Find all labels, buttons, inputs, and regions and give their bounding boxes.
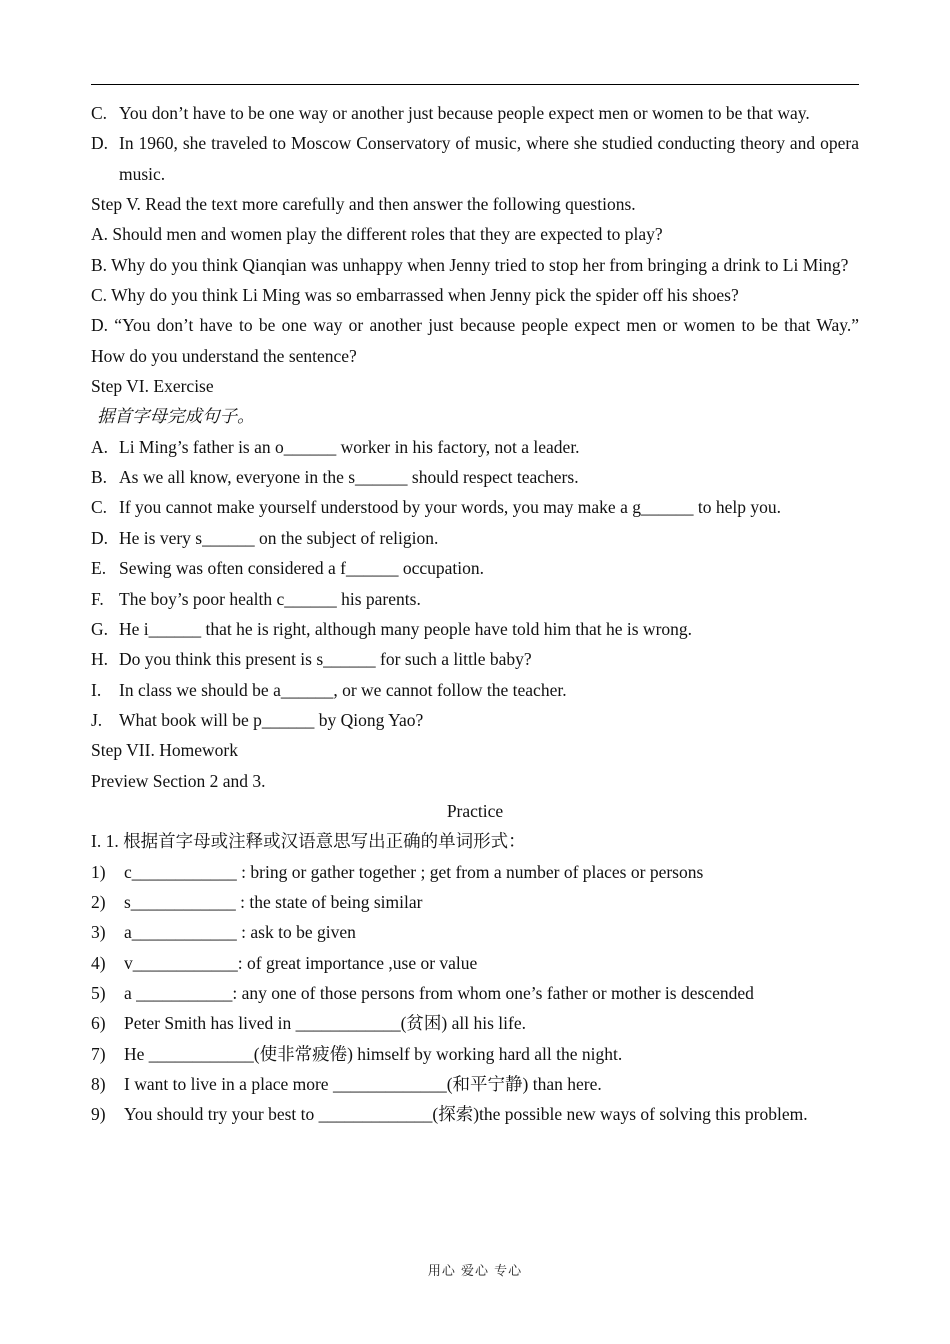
practice-item bbox=[91, 1069, 859, 1099]
step6-instruction: 据首字母完成句子。 bbox=[97, 406, 255, 427]
practice-item bbox=[91, 887, 859, 917]
item-marker: G. bbox=[91, 618, 109, 639]
exercise-item bbox=[91, 462, 859, 492]
exercise-item bbox=[91, 492, 859, 522]
page-footer: 用心 爱心 专心 bbox=[427, 1264, 523, 1279]
step6-title: Step VI. Exercise bbox=[91, 376, 214, 397]
item-text: You should try your best to _____________(探索)the possible new ways of solving this problem. bbox=[124, 1104, 808, 1125]
item-marker: 7) bbox=[91, 1043, 106, 1064]
exercise-item bbox=[91, 705, 859, 735]
step5-question-c: C. Why do you think Li Ming was so embarrassed when Jenny pick the spider off his shoes? bbox=[91, 285, 739, 306]
item-text: a____________ : ask to be given bbox=[124, 922, 356, 943]
exercise-item bbox=[91, 644, 859, 674]
item-marker: 6) bbox=[91, 1013, 106, 1034]
item-marker: E. bbox=[91, 558, 107, 579]
practice-instruction: I. 1. 根据首字母或注释或汉语意思写出正确的单词形式： bbox=[91, 831, 526, 852]
step7-title: Step VII. Homework bbox=[91, 740, 238, 761]
practice-item bbox=[91, 1039, 859, 1069]
step5-question-d: D. “You don’t have to be one way or another just because people expect men or women to be that Way.” How do you understand the sentence? bbox=[91, 315, 859, 366]
item-marker: 4) bbox=[91, 952, 106, 973]
practice-item bbox=[91, 1099, 859, 1129]
item-marker: D. bbox=[91, 527, 109, 548]
step7-text: Preview Section 2 and 3. bbox=[91, 770, 266, 791]
item-marker: B. bbox=[91, 467, 108, 488]
item-text: As we all know, everyone in the s______ should respect teachers. bbox=[119, 467, 579, 488]
option-text: You don’t have to be one way or another just because people expect men or women to be that way. bbox=[119, 103, 810, 123]
step5-title: Step V. Read the text more carefully and then answer the following questions. bbox=[91, 194, 636, 215]
item-text: s____________ : the state of being similar bbox=[124, 891, 423, 912]
item-marker: 5) bbox=[91, 982, 106, 1003]
item-text: a ___________: any one of those persons from whom one’s father or mother is descended bbox=[124, 982, 754, 1003]
option-d bbox=[91, 128, 859, 189]
practice-title: Practice bbox=[446, 800, 504, 821]
item-marker: 8) bbox=[91, 1074, 106, 1094]
practice-item bbox=[91, 978, 859, 1008]
item-text: If you cannot make yourself understood by your words, you may make a g______ to help you. bbox=[119, 497, 781, 518]
item-marker: 3) bbox=[91, 922, 106, 943]
header-rule bbox=[91, 84, 859, 85]
item-text: v____________: of great importance ,use or value bbox=[124, 952, 478, 973]
item-text: Peter Smith has lived in ____________(贫困) all his life. bbox=[124, 1013, 526, 1034]
exercise-item bbox=[91, 614, 859, 644]
item-text: Sewing was often considered a f______ occupation. bbox=[119, 558, 484, 579]
item-marker: 2) bbox=[91, 891, 106, 912]
item-text: Do you think this present is s______ for such a little baby? bbox=[119, 649, 532, 670]
exercise-item bbox=[91, 432, 859, 462]
item-marker: F. bbox=[91, 588, 104, 609]
practice-item bbox=[91, 1008, 859, 1038]
item-marker: C. bbox=[91, 497, 108, 518]
option-text: In 1960, she traveled to Moscow Conservatory of music, where she studied conducting theory and opera music. bbox=[119, 133, 859, 184]
option-c bbox=[91, 98, 859, 128]
exercise-item bbox=[91, 523, 859, 553]
item-text: c____________ : bring or gather together ; get from a number of places or persons bbox=[124, 861, 704, 882]
item-marker: 1) bbox=[91, 861, 106, 882]
practice-item bbox=[91, 948, 859, 978]
exercise-item bbox=[91, 553, 859, 583]
practice-item bbox=[91, 917, 859, 947]
item-text: What book will be p______ by Qiong Yao? bbox=[119, 709, 424, 730]
item-text: He is very s______ on the subject of religion. bbox=[119, 527, 439, 548]
step5-question-a: A. Should men and women play the different roles that they are expected to play? bbox=[91, 224, 663, 245]
item-text: He ____________(使非常疲倦) himself by working hard all the night. bbox=[124, 1043, 623, 1064]
item-text: In class we should be a______, or we cannot follow the teacher. bbox=[119, 679, 567, 700]
item-marker: I. bbox=[91, 679, 102, 700]
item-text: Li Ming’s father is an o______ worker in his factory, not a leader. bbox=[119, 436, 580, 457]
step5-question-b: B. Why do you think Qianqian was unhappy when Jenny tried to stop her from bringing a drink to Li Ming? bbox=[91, 254, 849, 275]
option-marker: D. bbox=[91, 133, 109, 154]
exercise-item bbox=[91, 584, 859, 614]
item-marker: J. bbox=[91, 709, 103, 730]
option-marker: C. bbox=[91, 103, 108, 123]
practice-item bbox=[91, 857, 859, 887]
item-marker: A. bbox=[91, 436, 109, 457]
item-text: The boy’s poor health c______ his parents. bbox=[119, 588, 421, 609]
exercise-item bbox=[91, 675, 859, 705]
item-text: I want to live in a place more _____________(和平宁静) than here. bbox=[124, 1074, 602, 1094]
document-body bbox=[91, 98, 859, 1130]
item-text: He i______ that he is right, although many people have told him that he is wrong. bbox=[119, 618, 693, 639]
item-marker: 9) bbox=[91, 1104, 106, 1125]
item-marker: H. bbox=[91, 649, 109, 670]
